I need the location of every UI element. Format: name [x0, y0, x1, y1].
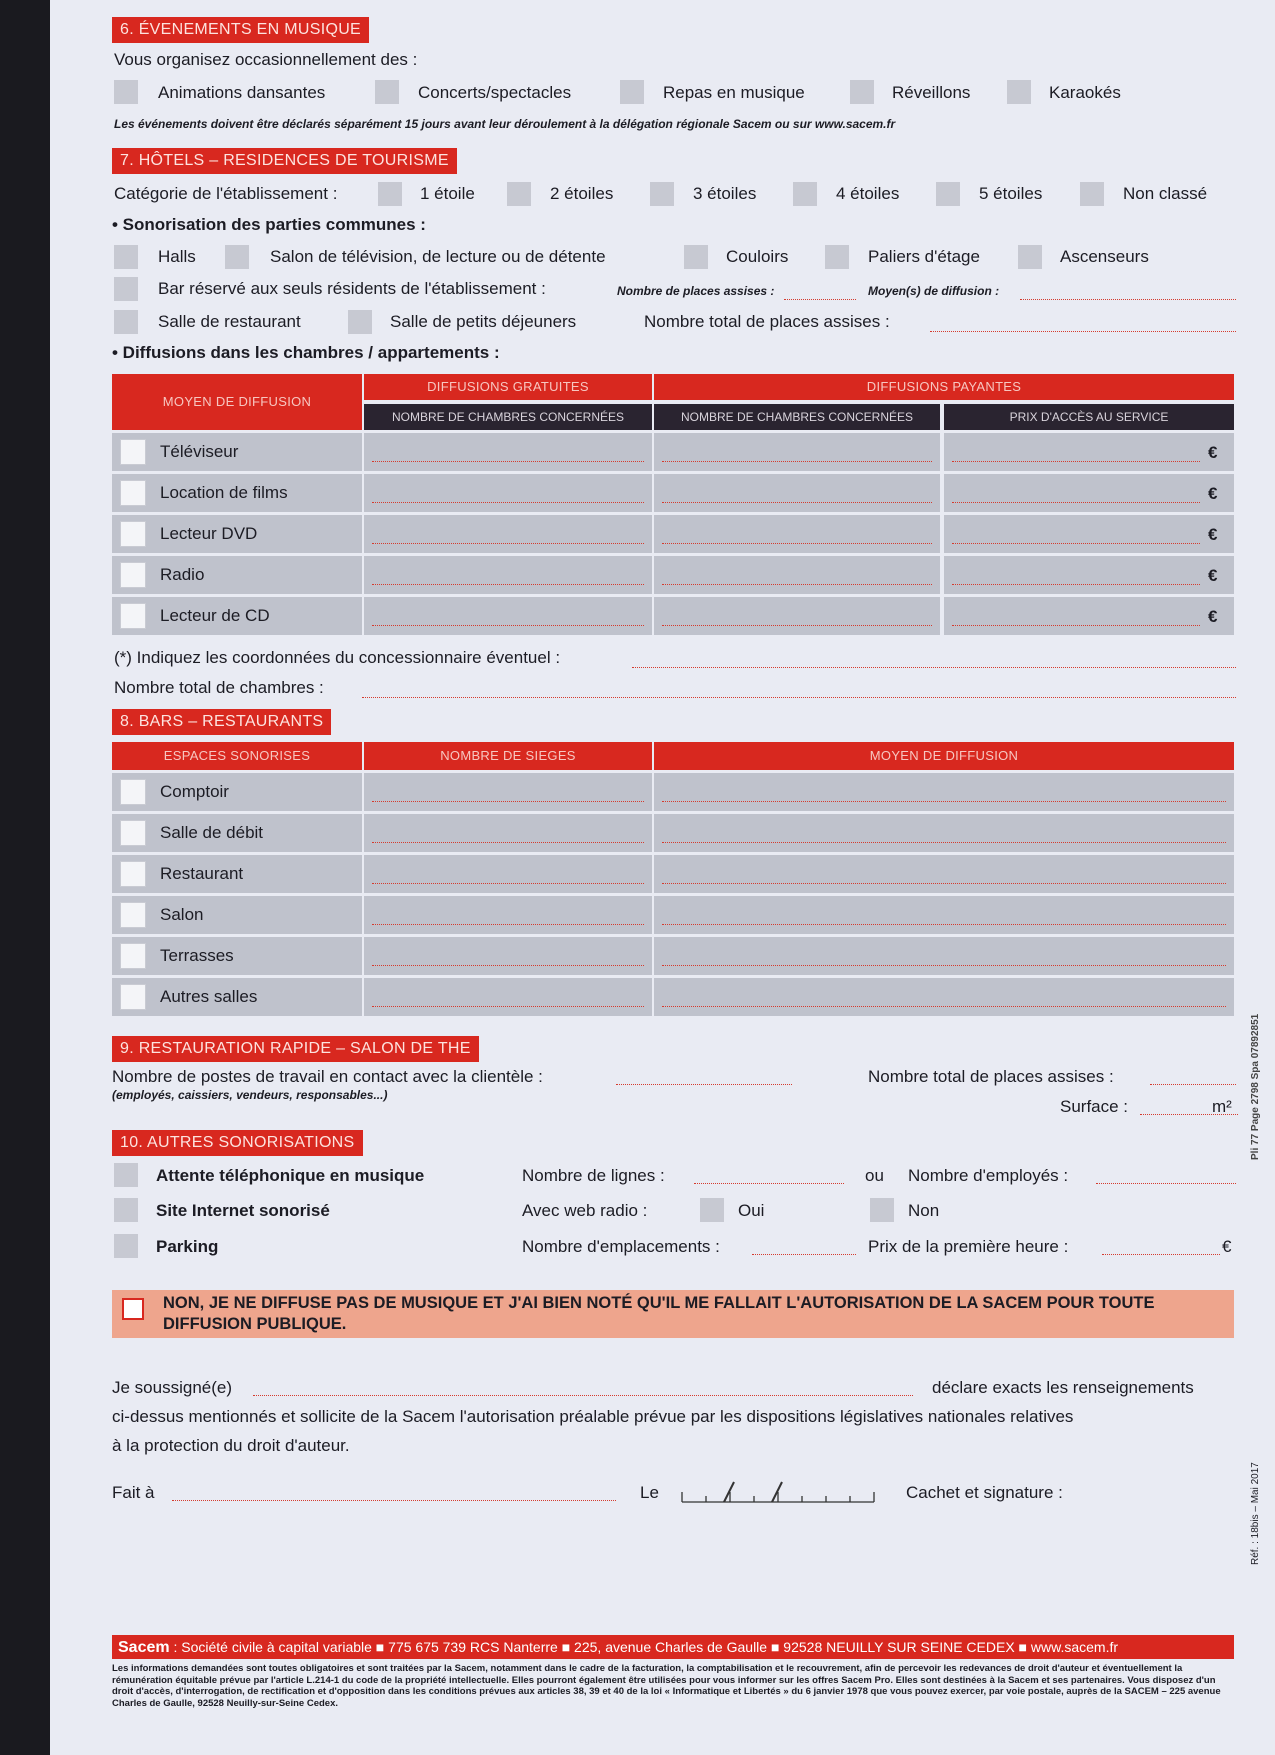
bar-means-cell	[654, 978, 1234, 1016]
label-karaokes: Karaokés	[1049, 83, 1121, 102]
label-concerts: Concerts/spectacles	[418, 83, 572, 102]
checkbox-concerts[interactable]	[375, 80, 399, 104]
label-4-stars: 4 étoiles	[836, 184, 900, 203]
form-page	[50, 0, 1275, 1755]
footer-bar	[112, 1635, 1234, 1659]
made-at-field[interactable]	[172, 1500, 616, 1501]
bar-means-label: Moyen(s) de diffusion :	[868, 284, 1000, 298]
bar-seats-field[interactable]	[372, 965, 644, 966]
section-10-title: 10. AUTRES SONORISATIONS	[112, 1130, 363, 1156]
hotel-free-rooms-cell	[364, 515, 652, 553]
hotel-free-rooms-cell	[364, 597, 652, 635]
s6-note: Les événements doivent être déclarés séparément 15 jours avant leur déroulement à la délégation régionale Sacem ou sur www.sacem.fr	[114, 117, 896, 131]
posts-note: (employés, caissiers, vendeurs, responsables...)	[112, 1088, 388, 1102]
section-9-title: 9. RESTAURATION RAPIDE – SALON DE THE	[112, 1036, 479, 1062]
spaces-label: Nombre d'emplacements :	[522, 1237, 720, 1256]
label-bar-residents: Bar réservé aux seuls résidents de l'établissement :	[158, 279, 546, 298]
hotel-price-field[interactable]	[952, 502, 1200, 503]
declaration-exact: déclare exacts les renseignements	[932, 1378, 1194, 1397]
label-reveillons: Réveillons	[892, 83, 971, 102]
posts-field[interactable]	[616, 1084, 792, 1085]
lines-field[interactable]	[694, 1183, 844, 1184]
reference-text: Réf. : 18bis – Mai 2017	[1250, 1462, 1261, 1565]
checkbox-unclassified[interactable]	[1080, 182, 1104, 206]
print-reference: Pli 77 Page 2798 Spa 07892851	[1250, 1013, 1261, 1160]
posts-label: Nombre de postes de travail en contact avec la clientèle :	[112, 1067, 543, 1086]
checkbox-webradio-yes[interactable]	[700, 1198, 724, 1222]
hotel-price-cell	[944, 433, 1234, 471]
section-8-title: 8. BARS – RESTAURANTS	[112, 709, 331, 735]
euro-sign: €	[1208, 525, 1218, 544]
bar-means-field[interactable]	[662, 1006, 1226, 1007]
section-7-title: 7. HÔTELS – RESIDENCES DE TOURISME	[112, 148, 457, 174]
bar-row-label-cell	[112, 937, 362, 975]
checkbox-bar-1[interactable]	[120, 820, 146, 846]
bar-means-field[interactable]	[662, 883, 1226, 884]
hotel-price-cell	[944, 597, 1234, 635]
col-paid: DIFFUSIONS PAYANTES	[654, 374, 1234, 400]
bar-seats-field[interactable]	[372, 842, 644, 843]
checkbox-hotel-1[interactable]	[120, 480, 146, 506]
checkbox-bar-0[interactable]	[120, 779, 146, 805]
no-music-text: NON, JE NE DIFFUSE PAS DE MUSIQUE ET J'AI BIEN NOTÉ QU'IL ME FALLAIT L'AUTORISATION DE LA SACEM POUR TOUTE DIFFUSION PUBLIQUE.	[163, 1294, 1155, 1333]
checkbox-no-music[interactable]	[122, 1298, 144, 1320]
label-3-stars: 3 étoiles	[693, 184, 757, 203]
checkbox-phone-hold[interactable]	[114, 1163, 138, 1187]
hotel-free-rooms-cell	[364, 433, 652, 471]
date-label: Le	[640, 1483, 659, 1502]
hotel-price-cell	[944, 474, 1234, 512]
checkbox-reveillons[interactable]	[850, 80, 874, 104]
hotel-price-field[interactable]	[952, 584, 1200, 585]
hotel-paid-rooms-field[interactable]	[662, 502, 932, 503]
legal-notice: Les informations demandées sont toutes obligatoires et sont traitées par la Sacem, notamment dans le cadre de la facturation, la comptabilisation et le recouvrement, afin de percevoir les redevances de droit d'auteur et éventuellement la rémunération équitable prévue par l'article L.214-1 du code de la propriété intellectuelle. Elles pourront également être utilisées pour vous informer sur les offres Sacem Pro. Elles sont destinées à la Sacem et ses partenaires. Vous disposez d'un droit d'accès, d'interrogation, de rectification et d'opposition dans les conditions prévues aux articles 38, 39 et 40 de la loi « Informatique et Libertés » du 6 janvier 1978 que vous pouvez exercer, par voie postale, auprès de la SACEM – 225 avenue Charles de Gaulle, 92528 Neuilly-sur-Seine Cedex.	[112, 1663, 1221, 1709]
label-breakfast-room: Salle de petits déjeuners	[390, 312, 577, 331]
bar-means-field[interactable]	[662, 965, 1226, 966]
hotel-free-rooms-cell	[364, 556, 652, 594]
surface-label: Surface :	[1060, 1097, 1129, 1116]
webradio-no: Non	[908, 1201, 940, 1220]
concession-field[interactable]	[632, 667, 1236, 668]
hotel-free-rooms-field[interactable]	[372, 502, 644, 503]
bar-seats-field[interactable]	[372, 801, 644, 802]
hotel-row-label-cell	[112, 556, 362, 594]
label-unclassified: Non classé	[1123, 184, 1208, 203]
checkbox-tv-room[interactable]	[225, 245, 249, 269]
bar-means-field[interactable]	[662, 924, 1226, 925]
checkbox-2-stars[interactable]	[507, 182, 531, 206]
footer-info: : Société civile à capital variable ■ 775 675 739 RCS Nanterre ■ 225, avenue Charles de Gaulle ■ 92528 NEUILLY SUR SEINE CEDEX ■ www.sacem.fr	[173, 1639, 1119, 1655]
euro-sign: €	[1208, 484, 1218, 503]
checkbox-4-stars[interactable]	[793, 182, 817, 206]
bar-means-cell	[654, 814, 1234, 852]
hotel-price-cell	[944, 515, 1234, 553]
checkbox-hotel-4[interactable]	[120, 603, 146, 629]
date-field[interactable]	[680, 1478, 876, 1508]
concession-label: (*) Indiquez les coordonnées du concessionnaire éventuel :	[114, 648, 561, 667]
checkbox-hotel-3[interactable]	[120, 562, 146, 588]
hotel-paid-rooms-field[interactable]	[662, 625, 932, 626]
checkbox-webradio-no[interactable]	[870, 1198, 894, 1222]
euro-sign: €	[1208, 607, 1218, 626]
euro-sign: €	[1208, 443, 1218, 462]
declaration-undersigned: Je soussigné(e)	[112, 1378, 233, 1397]
bar-row-label: Salon	[160, 905, 204, 924]
first-hour-field[interactable]	[1102, 1254, 1220, 1255]
bar-seats-field[interactable]	[372, 924, 644, 925]
hotel-free-rooms-field[interactable]	[372, 625, 644, 626]
bar-seats-field[interactable]	[784, 299, 856, 300]
checkbox-breakfast-room[interactable]	[348, 310, 372, 334]
bar-seats-cell	[364, 978, 652, 1016]
bar-means-field[interactable]	[662, 842, 1226, 843]
col-paid-rooms: NOMBRE DE CHAMBRES CONCERNÉES	[654, 404, 940, 430]
s9-total-seats-field[interactable]	[1150, 1084, 1236, 1085]
checkbox-bar-2[interactable]	[120, 861, 146, 887]
employees-field[interactable]	[1096, 1183, 1236, 1184]
hotel-paid-rooms-cell	[654, 556, 940, 594]
employees-label: Nombre d'employés :	[908, 1166, 1069, 1185]
surface-unit: m²	[1212, 1097, 1232, 1116]
checkbox-halls[interactable]	[114, 245, 138, 269]
hotel-free-rooms-field[interactable]	[372, 543, 644, 544]
section-6-title: 6. ÉVENEMENTS EN MUSIQUE	[112, 17, 369, 43]
checkbox-bar-5[interactable]	[120, 984, 146, 1010]
bar-seats-cell	[364, 896, 652, 934]
hotel-price-field[interactable]	[952, 625, 1200, 626]
hotel-paid-rooms-field[interactable]	[662, 461, 932, 462]
first-hour-label: Prix de la première heure :	[868, 1237, 1069, 1256]
hotel-paid-rooms-field[interactable]	[662, 543, 932, 544]
checkbox-bar-4[interactable]	[120, 943, 146, 969]
label-2-stars: 2 étoiles	[550, 184, 614, 203]
euro-sign: €	[1208, 566, 1218, 585]
label-repas: Repas en musique	[663, 83, 805, 102]
bar-means-cell	[654, 896, 1234, 934]
hotel-row-label: Location de films	[160, 483, 288, 502]
bar-row-label: Terrasses	[160, 946, 234, 965]
label-5-stars: 5 étoiles	[979, 184, 1043, 203]
label-website: Site Internet sonorisé	[156, 1201, 330, 1220]
webradio-yes: Oui	[738, 1201, 765, 1220]
hotel-free-rooms-cell	[364, 474, 652, 512]
bar-means-cell	[654, 937, 1234, 975]
bar-means-cell	[654, 773, 1234, 811]
bar-seats-cell	[364, 937, 652, 975]
label-halls: Halls	[158, 247, 196, 266]
bar-seats-cell	[364, 855, 652, 893]
hotel-paid-rooms-cell	[654, 597, 940, 635]
label-phone-hold: Attente téléphonique en musique	[156, 1166, 425, 1185]
label-1-star: 1 étoile	[420, 184, 475, 203]
bar-row-label: Comptoir	[160, 782, 229, 801]
checkbox-hotel-2[interactable]	[120, 521, 146, 547]
hotel-paid-rooms-cell	[654, 433, 940, 471]
hotel-row-label: Lecteur DVD	[160, 524, 258, 543]
col-bar-means: MOYEN DE DIFFUSION	[654, 742, 1234, 770]
s9-total-seats-label: Nombre total de places assises :	[868, 1067, 1114, 1086]
or-label: ou	[865, 1166, 884, 1185]
col-means: MOYEN DE DIFFUSION	[112, 374, 362, 430]
bar-means-field[interactable]	[1020, 299, 1236, 300]
col-free-rooms: NOMBRE DE CHAMBRES CONCERNÉES	[364, 404, 652, 430]
hotel-price-field[interactable]	[952, 461, 1200, 462]
col-free: DIFFUSIONS GRATUITES	[364, 374, 652, 400]
bar-seats-field[interactable]	[372, 883, 644, 884]
checkbox-bar-3[interactable]	[120, 902, 146, 928]
label-tv-room: Salon de télévision, de lecture ou de détente	[270, 247, 606, 266]
bar-row-label: Autres salles	[160, 987, 258, 1006]
hotel-paid-rooms-field[interactable]	[662, 584, 932, 585]
hotel-row-label: Téléviseur	[160, 442, 239, 461]
checkbox-ascenseurs[interactable]	[1018, 245, 1042, 269]
checkbox-karaokes[interactable]	[1007, 80, 1031, 104]
signature-label: Cachet et signature :	[906, 1483, 1063, 1502]
checkbox-bar-residents[interactable]	[114, 277, 138, 301]
total-seats-label: Nombre total de places assises :	[644, 312, 890, 331]
label-animations: Animations dansantes	[158, 83, 326, 102]
rooms-label: • Diffusions dans les chambres / appartements :	[112, 343, 500, 362]
checkbox-hotel-0[interactable]	[120, 439, 146, 465]
hotel-price-field[interactable]	[952, 543, 1200, 544]
checkbox-website[interactable]	[114, 1198, 138, 1222]
bar-row-label-cell	[112, 773, 362, 811]
checkbox-5-stars[interactable]	[936, 182, 960, 206]
common-areas-label: • Sonorisation des parties communes :	[112, 215, 426, 234]
bar-seats-cell	[364, 773, 652, 811]
first-hour-currency: €	[1222, 1237, 1232, 1256]
checkbox-3-stars[interactable]	[650, 182, 674, 206]
col-price: PRIX D'ACCÈS AU SERVICE	[944, 404, 1234, 430]
label-restaurant-room: Salle de restaurant	[158, 312, 301, 331]
col-seats: NOMBRE DE SIEGES	[364, 742, 652, 770]
declaration-line2: ci-dessus mentionnés et sollicite de la Sacem l'autorisation préalable prévue par les dispositions législatives nationales relatives	[112, 1407, 1074, 1426]
spaces-field[interactable]	[752, 1254, 856, 1255]
hotel-paid-rooms-cell	[654, 515, 940, 553]
checkbox-animations[interactable]	[114, 80, 138, 104]
total-seats-field[interactable]	[930, 331, 1236, 332]
category-label: Catégorie de l'établissement :	[114, 184, 338, 203]
checkbox-couloirs[interactable]	[684, 245, 708, 269]
bar-row-label: Salle de débit	[160, 823, 264, 842]
total-rooms-field[interactable]	[362, 697, 1236, 698]
bar-row-label: Restaurant	[160, 864, 244, 883]
lines-label: Nombre de lignes :	[522, 1166, 665, 1185]
bar-seats-cell	[364, 814, 652, 852]
bar-row-label-cell	[112, 896, 362, 934]
checkbox-restaurant-room[interactable]	[114, 310, 138, 334]
label-ascenseurs: Ascenseurs	[1060, 247, 1149, 266]
label-paliers: Paliers d'étage	[868, 247, 980, 266]
hotel-free-rooms-field[interactable]	[372, 461, 644, 462]
checkbox-1-star[interactable]	[378, 182, 402, 206]
checkbox-paliers[interactable]	[825, 245, 849, 269]
checkbox-parking[interactable]	[114, 1234, 138, 1258]
label-parking: Parking	[156, 1237, 219, 1256]
undersigned-field[interactable]	[253, 1395, 913, 1396]
hotel-free-rooms-field[interactable]	[372, 584, 644, 585]
webradio-label: Avec web radio :	[522, 1201, 648, 1220]
hotel-row-label: Lecteur de CD	[160, 606, 270, 625]
bar-seats-field[interactable]	[372, 1006, 644, 1007]
hotel-paid-rooms-cell	[654, 474, 940, 512]
made-at-label: Fait à	[112, 1483, 155, 1502]
s6-intro: Vous organisez occasionnellement des :	[114, 50, 418, 69]
bar-seats-label: Nombre de places assises :	[617, 284, 775, 298]
hotel-row-label: Radio	[160, 565, 205, 584]
declaration-line3: à la protection du droit d'auteur.	[112, 1436, 350, 1455]
footer-brand: Sacem	[118, 1639, 170, 1656]
col-spaces: ESPACES SONORISES	[112, 742, 362, 770]
total-rooms-label: Nombre total de chambres :	[114, 678, 324, 697]
checkbox-repas[interactable]	[620, 80, 644, 104]
bar-means-cell	[654, 855, 1234, 893]
label-couloirs: Couloirs	[726, 247, 789, 266]
bar-means-field[interactable]	[662, 801, 1226, 802]
hotel-price-cell	[944, 556, 1234, 594]
